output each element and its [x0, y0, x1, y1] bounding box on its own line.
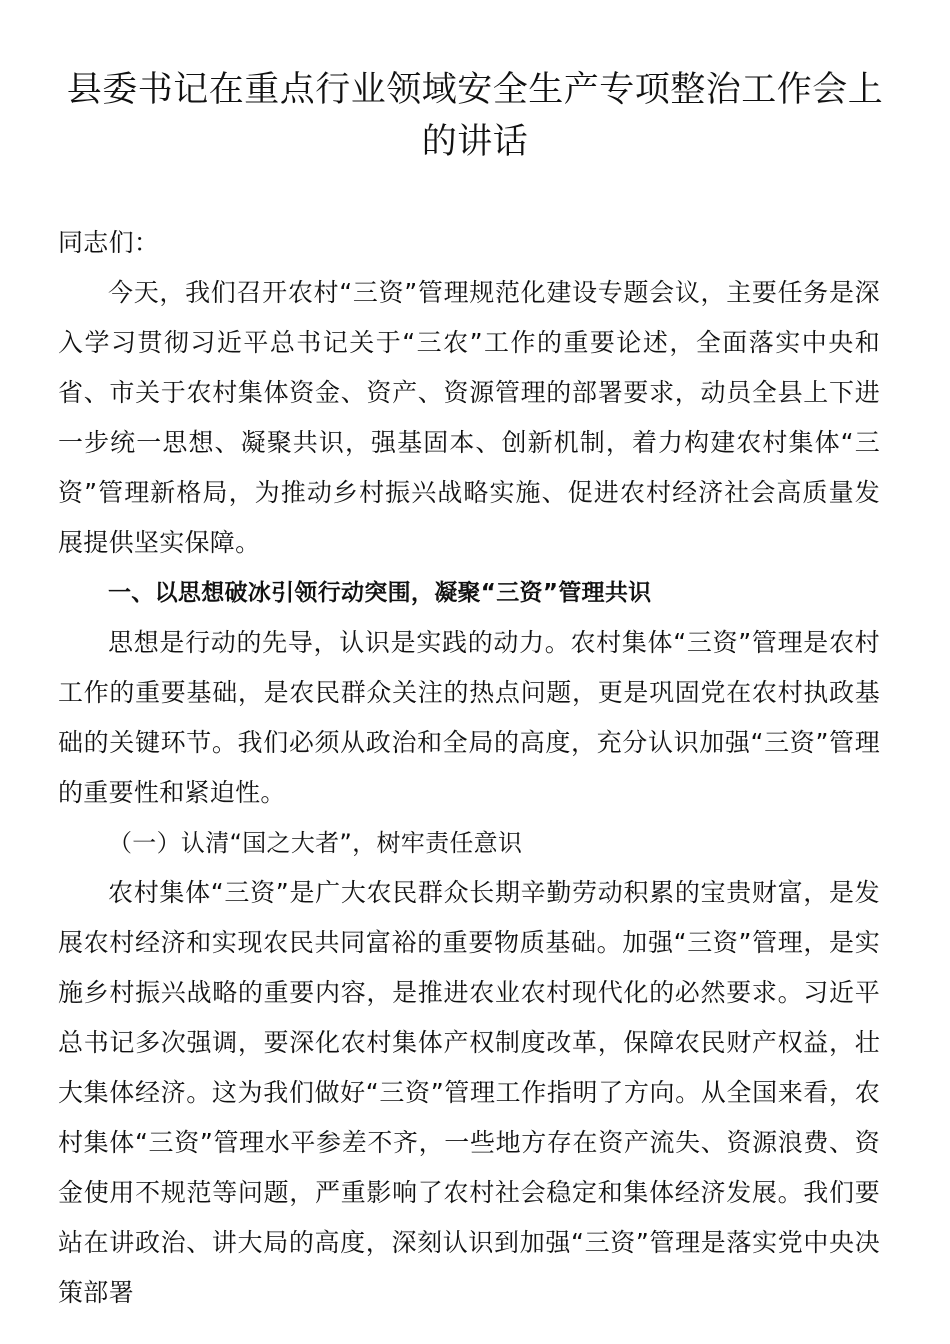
- subsection-1-paragraph: 农村集体“三资”是广大农民群众长期辛勤劳动积累的宝贵财富，是发展农村经济和实现农民共同富裕的重要物质基础。加强“三资”管理，是实施乡村振兴战略的重要内容，是推进农业农村现代化的必然要求。习近平总书记多次强调，要深化农村集体产权制度改革，保障农民财产权益，壮大集体经济。这为我们做好“三资”管理工作指明了方向。从全国来看，农村集体“三资”管理水平参差不齐，一些地方存在资产流失、资源浪费、资金使用不规范等问题，严重影响了农村社会稳定和集体经济发展。我们要站在讲政治、讲大局的高度，深刻认识到加强“三资”管理是落实党中央决策部署: [58, 878, 880, 1307]
- document-title: 县委书记在重点行业领域安全生产专项整治工作会上的讲话: [66, 70, 884, 162]
- salutation: 同志们：: [58, 228, 160, 257]
- subsection-heading-1: （一）认清“国之大者”，树牢责任意识: [108, 829, 523, 857]
- document-body: [58, 218, 880, 1318]
- section-1-paragraph: 思想是行动的先导，认识是实践的动力。农村集体“三资”管理是农村工作的重要基础，是农民群众关注的热点问题，更是巩固党在农村执政基础的关键环节。我们必须从政治和全局的高度，充分认识加强“三资”管理的重要性和紧迫性。: [58, 628, 880, 807]
- intro-paragraph: 今天，我们召开农村“三资”管理规范化建设专题会议，主要任务是深入学习贯彻习近平总书记关于“三农”工作的重要论述，全面落实中央和省、市关于农村集体资金、资产、资源管理的部署要求，动员全县上下进一步统一思想、凝聚共识，强基固本、创新机制，着力构建农村集体“三资”管理新格局，为推动乡村振兴战略实施、促进农村经济社会高质量发展提供坚实保障。: [58, 278, 880, 557]
- section-heading-1: 一、以思想破冰引领行动突围，凝聚“三资”管理共识: [108, 580, 652, 606]
